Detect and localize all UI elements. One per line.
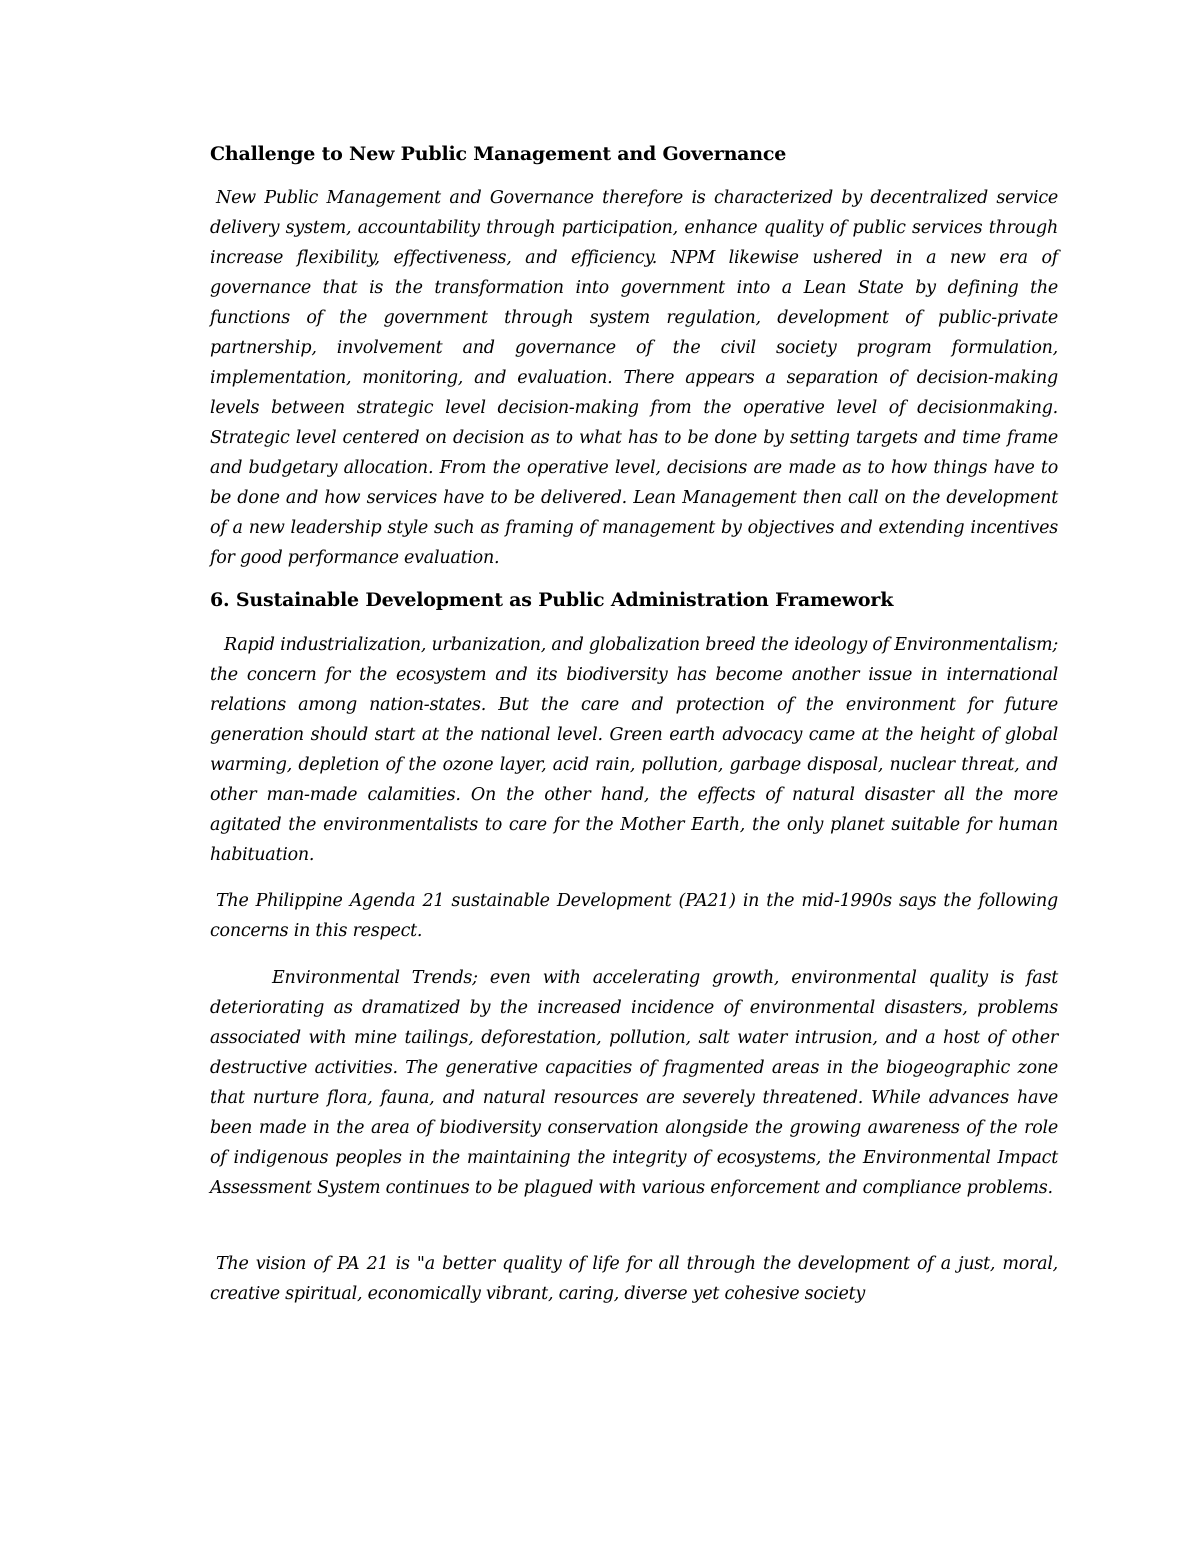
- paragraph-pa21-vision: The vision of PA 21 is "a better quality of life for all through the development of a just, moral, creative spiritual, economically vibrant, caring, diverse yet cohesive society: [210, 1254, 1058, 1304]
- paragraph-npm-governance: New Public Management and Governance therefore is characterized by decentralized service delivery system, accountability through participation, enhance quality of public services through increase flexibility, effectiveness, and efficiency. NPM likewise ushered in a new era of governance that is the transformation into government into a Lean State by defining the functions of the government through system regulation, development of public-private partnership, involvement and governance of the civil society program formulation, implementation, monitoring, and evaluation. There appears a separation of decision-making levels between strategic level decision-making from the operative level of decisionmaking. Strategic level centered on decision as to what has to be done by setting targets and time frame and budgetary allocation. From the operative level, decisions are made as to how things have to be done and how services have to be delivered. Lean Management then call on the development of a new leadership style such as framing of management by objectives and extending incentives for good performance evaluation.: [210, 188, 1058, 568]
- paragraph-pa21-intro: The Philippine Agenda 21 sustainable Development (PA21) in the mid-1990s says the following concerns in this respect.: [210, 891, 1058, 941]
- paragraph-environmentalism: Rapid industrialization, urbanization, and globalization breed the ideology of Environmentalism; the concern for the ecosystem and its biodiversity has become another issue in international relations among nation-states. But the care and protection of the environment for future generation should start at the national level. Green earth advocacy came at the height of global warming, depletion of the ozone layer, acid rain, pollution, garbage disposal, nuclear threat, and other man-made calamities. On the other hand, the effects of natural disaster all the more agitated the environmentalists to care for the Mother Earth, the only planet suitable for human habituation.: [210, 635, 1058, 865]
- section-heading-sustainable-development: 6. Sustainable Development as Public Administration Framework: [210, 589, 894, 611]
- document-page: [210, 140, 1058, 1309]
- paragraph-environmental-trends: Environmental Trends; even with accelerating growth, environmental quality is fast deteriorating as dramatized by the increased incidence of environmental disasters, problems associated with mine tailings, deforestation, pollution, salt water intrusion, and a host of other destructive activities. The generative capacities of fragmented areas in the biogeographic zone that nurture flora, fauna, and natural resources are severely threatened. While advances have been made in the area of biodiversity conservation alongside the growing awareness of the role of indigenous peoples in the maintaining the integrity of ecosystems, the Environmental Impact Assessment System continues to be plagued with various enforcement and compliance problems.: [210, 968, 1058, 1198]
- section-heading-npm-challenge: Challenge to New Public Management and Governance: [210, 143, 787, 165]
